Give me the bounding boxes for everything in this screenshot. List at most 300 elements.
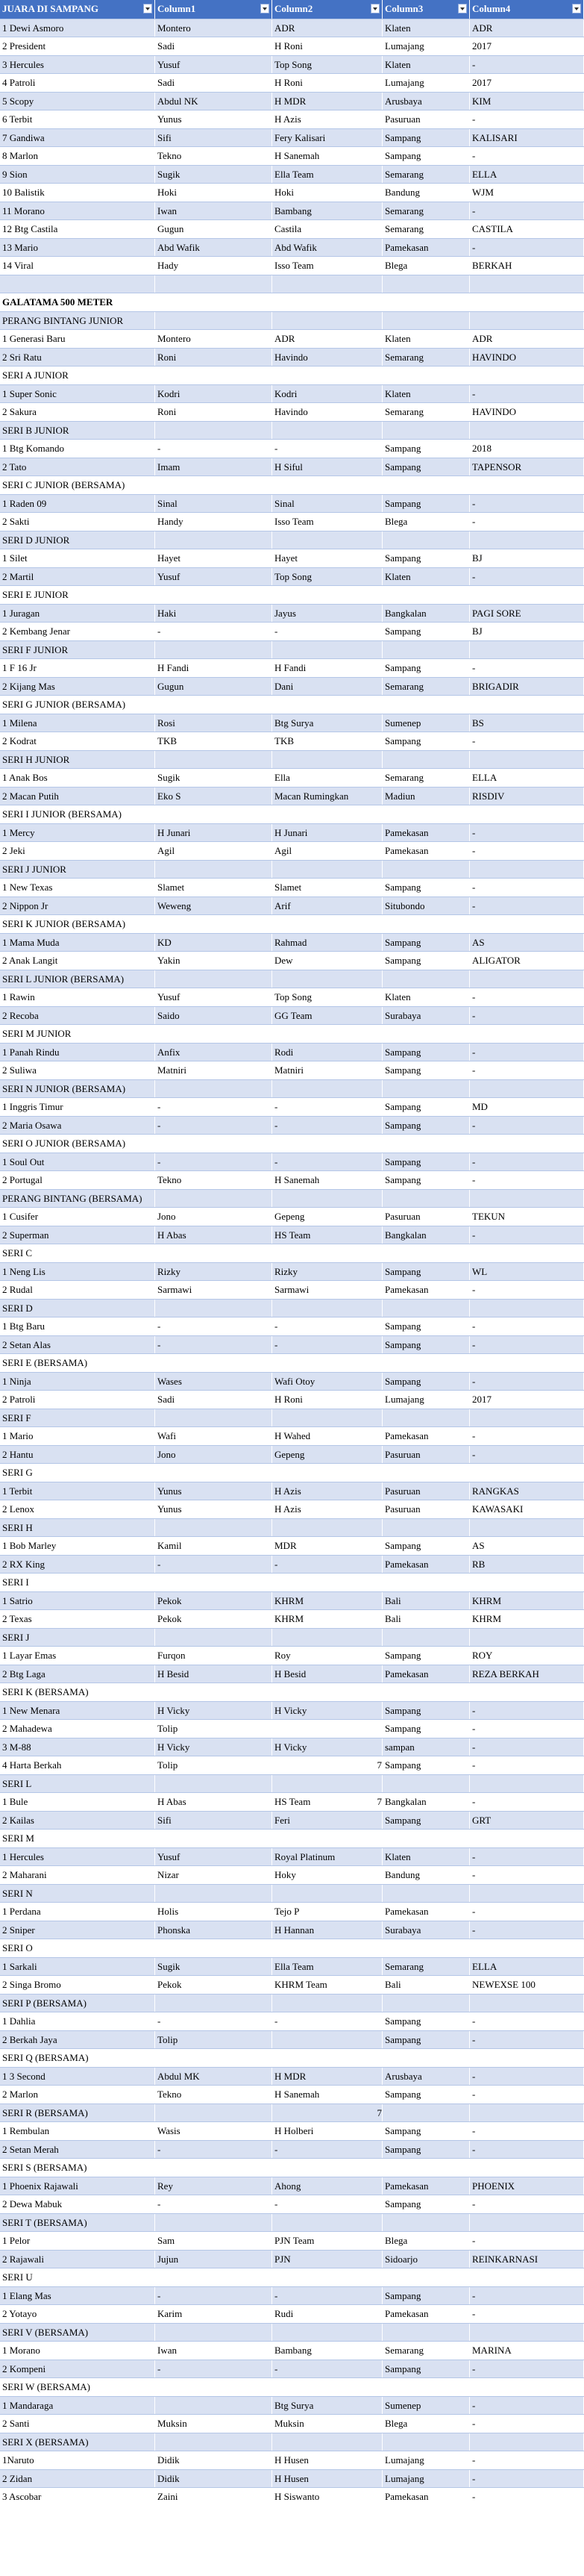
cell-pemilik[interactable] <box>272 970 383 988</box>
cell-asal[interactable] <box>383 696 470 714</box>
cell-ring[interactable]: - <box>470 732 584 750</box>
cell-joki[interactable] <box>155 1574 272 1591</box>
cell-joki[interactable]: Iwan <box>155 202 272 220</box>
cell-burung[interactable]: 1 Terbit <box>0 1482 155 1500</box>
cell-asal[interactable]: Sampang <box>383 147 470 165</box>
cell-asal[interactable] <box>383 1464 470 1482</box>
cell-ring[interactable]: - <box>470 2195 584 2213</box>
cell-asal[interactable]: Sampang <box>383 1171 470 1189</box>
cell-burung[interactable]: SERI F <box>0 1409 155 1427</box>
cell-ring[interactable] <box>470 531 584 549</box>
cell-pemilik[interactable]: H Azis <box>272 1500 383 1518</box>
cell-burung[interactable]: 1 Neng Lis <box>0 1263 155 1281</box>
cell-joki[interactable]: Tekno <box>155 2086 272 2103</box>
cell-joki[interactable]: Didik <box>155 2470 272 2488</box>
cell-ring[interactable]: - <box>470 385 584 403</box>
cell-joki[interactable]: Gugun <box>155 678 272 696</box>
cell-asal[interactable] <box>383 970 470 988</box>
cell-asal[interactable] <box>383 1519 470 1537</box>
cell-joki[interactable]: Abd Wafik <box>155 239 272 257</box>
cell-burung[interactable]: 2 Macan Putih <box>0 788 155 805</box>
cell-ring[interactable] <box>470 1830 584 1847</box>
cell-pemilik[interactable]: H Husen <box>272 2451 383 2469</box>
cell-ring[interactable]: KHRM <box>470 1610 584 1628</box>
cell-ring[interactable]: - <box>470 1226 584 1244</box>
cell-ring[interactable]: TAPENSOR <box>470 458 584 476</box>
cell-pemilik[interactable]: H Husen <box>272 2470 383 2488</box>
cell-burung[interactable]: 2 Texas <box>0 1610 155 1628</box>
cell-joki[interactable]: Wasis <box>155 2122 272 2140</box>
cell-asal[interactable] <box>383 2378 470 2396</box>
cell-burung[interactable]: 2 President <box>0 37 155 55</box>
cell-joki[interactable]: H Abas <box>155 1793 272 1811</box>
cell-asal[interactable]: Sampang <box>383 1373 470 1391</box>
cell-asal[interactable]: Semarang <box>383 349 470 367</box>
cell-joki[interactable] <box>155 1300 272 1317</box>
cell-pemilik[interactable] <box>272 2268 383 2286</box>
cell-pemilik[interactable]: H Fandi <box>272 659 383 677</box>
cell-burung[interactable]: SERI T (BERSAMA) <box>0 2214 155 2232</box>
cell-pemilik[interactable]: - <box>272 1556 383 1574</box>
cell-asal[interactable] <box>383 1775 470 1793</box>
cell-pemilik[interactable] <box>272 2104 383 2122</box>
cell-ring[interactable]: - <box>470 1756 584 1774</box>
cell-ring[interactable]: - <box>470 988 584 1006</box>
cell-ring[interactable]: HAVINDO <box>470 403 584 421</box>
cell-joki[interactable]: H Fandi <box>155 659 272 677</box>
cell-ring[interactable]: - <box>470 2397 584 2415</box>
cell-burung[interactable]: 1 Soul Out <box>0 1153 155 1171</box>
cell-ring[interactable]: MARINA <box>470 2342 584 2360</box>
cell-pemilik[interactable]: - <box>272 2360 383 2378</box>
cell-ring[interactable]: - <box>470 568 584 586</box>
cell-pemilik[interactable]: H Sanemah <box>272 1171 383 1189</box>
cell-pemilik[interactable]: H MDR <box>272 2068 383 2086</box>
cell-pemilik[interactable]: Sarmawi <box>272 1281 383 1299</box>
cell-ring[interactable]: - <box>470 1061 584 1079</box>
cell-ring[interactable] <box>470 970 584 988</box>
cell-asal[interactable]: Sumenep <box>383 2397 470 2415</box>
cell-ring[interactable]: ELLA <box>470 769 584 787</box>
cell-asal[interactable]: Blega <box>383 513 470 531</box>
cell-burung[interactable]: 1 Elang Mas <box>0 2287 155 2305</box>
cell-pemilik[interactable]: Btg Surya <box>272 2397 383 2415</box>
cell-ring[interactable]: - <box>470 2122 584 2140</box>
cell-asal[interactable]: Semarang <box>383 403 470 421</box>
cell-joki[interactable] <box>155 1683 272 1701</box>
cell-burung[interactable]: 2 Kijang Mas <box>0 678 155 696</box>
cell-asal[interactable] <box>383 2268 470 2286</box>
cell-ring[interactable]: - <box>470 2086 584 2103</box>
cell-burung[interactable]: SERI O JUNIOR (BERSAMA) <box>0 1135 155 1153</box>
cell-joki[interactable] <box>155 275 272 293</box>
cell-joki[interactable]: Iwan <box>155 2342 272 2360</box>
cell-asal[interactable] <box>383 1354 470 1372</box>
cell-burung[interactable]: 1 Hercules <box>0 1848 155 1866</box>
cell-joki[interactable]: Sugik <box>155 769 272 787</box>
cell-pemilik[interactable]: H Junari <box>272 824 383 842</box>
cell-joki[interactable] <box>155 1190 272 1208</box>
cell-pemilik[interactable]: H Roni <box>272 37 383 55</box>
cell-joki[interactable]: Yusuf <box>155 988 272 1006</box>
cell-pemilik[interactable]: - <box>272 1153 383 1171</box>
cell-burung[interactable]: 2 Setan Alas <box>0 1336 155 1354</box>
cell-ring[interactable]: PHOENIX <box>470 2177 584 2195</box>
cell-asal[interactable]: Sampang <box>383 659 470 677</box>
cell-ring[interactable]: KIM <box>470 93 584 110</box>
cell-ring[interactable]: - <box>470 495 584 513</box>
cell-burung[interactable]: 2 Jeki <box>0 842 155 860</box>
cell-asal[interactable] <box>383 1300 470 1317</box>
cell-joki[interactable] <box>155 2268 272 2286</box>
cell-pemilik[interactable]: Havindo <box>272 403 383 421</box>
cell-burung[interactable]: 1 Phoenix Rajawali <box>0 2177 155 2195</box>
cell-joki[interactable]: Weweng <box>155 897 272 915</box>
cell-pemilik[interactable]: KHRM <box>272 1592 383 1610</box>
cell-joki[interactable]: Agil <box>155 842 272 860</box>
cell-pemilik[interactable] <box>272 1775 383 1793</box>
cell-ring[interactable]: - <box>470 842 584 860</box>
cell-ring[interactable] <box>470 1574 584 1591</box>
cell-pemilik[interactable]: Hoki <box>272 184 383 202</box>
filter-dropdown-icon[interactable] <box>260 4 269 13</box>
cell-asal[interactable]: Bangkalan <box>383 605 470 623</box>
cell-ring[interactable]: - <box>470 897 584 915</box>
cell-burung[interactable]: SERI N JUNIOR (BERSAMA) <box>0 1080 155 1098</box>
cell-burung[interactable]: SERI R (BERSAMA) <box>0 2104 155 2122</box>
cell-joki[interactable] <box>155 1885 272 1903</box>
cell-joki[interactable]: Pekok <box>155 1610 272 1628</box>
cell-pemilik[interactable] <box>272 2378 383 2396</box>
cell-pemilik[interactable] <box>272 422 383 440</box>
cell-ring[interactable]: - <box>470 147 584 165</box>
cell-pemilik[interactable]: Ahong <box>272 2177 383 2195</box>
cell-pemilik[interactable]: Rodi <box>272 1044 383 1061</box>
cell-pemilik[interactable] <box>272 1720 383 1738</box>
cell-pemilik[interactable] <box>272 275 383 293</box>
cell-joki[interactable]: Pekok <box>155 1976 272 1994</box>
cell-ring[interactable]: - <box>470 2360 584 2378</box>
cell-joki[interactable]: Furqon <box>155 1647 272 1665</box>
cell-pemilik[interactable]: Muksin <box>272 2415 383 2433</box>
cell-joki[interactable]: Rey <box>155 2177 272 2195</box>
cell-ring[interactable]: - <box>470 1446 584 1464</box>
cell-joki[interactable] <box>155 1775 272 1793</box>
cell-joki[interactable] <box>155 1519 272 1537</box>
cell-joki[interactable] <box>155 970 272 988</box>
cell-burung[interactable]: SERI D JUNIOR <box>0 531 155 549</box>
cell-asal[interactable] <box>383 312 470 330</box>
cell-joki[interactable]: - <box>155 1317 272 1335</box>
cell-ring[interactable]: HAVINDO <box>470 349 584 367</box>
cell-burung[interactable]: 14 Viral <box>0 257 155 275</box>
cell-burung[interactable]: 2 Sakura <box>0 403 155 421</box>
cell-ring[interactable]: - <box>470 1336 584 1354</box>
cell-asal[interactable]: Surabaya <box>383 1921 470 1939</box>
cell-asal[interactable] <box>383 915 470 933</box>
cell-pemilik[interactable]: Slamet <box>272 879 383 896</box>
cell-joki[interactable] <box>155 861 272 879</box>
cell-joki[interactable] <box>155 1629 272 1647</box>
cell-burung[interactable]: 2 Dewa Mabuk <box>0 2195 155 2213</box>
cell-asal[interactable]: Situbondo <box>383 897 470 915</box>
cell-joki[interactable] <box>155 641 272 659</box>
cell-joki[interactable]: Yusuf <box>155 1848 272 1866</box>
cell-asal[interactable] <box>383 1830 470 1847</box>
cell-asal[interactable]: Madiun <box>383 788 470 805</box>
cell-burung[interactable]: 2 Anak Langit <box>0 952 155 970</box>
cell-joki[interactable]: Abdul NK <box>155 93 272 110</box>
cell-pemilik[interactable]: H Hannan <box>272 1921 383 1939</box>
cell-asal[interactable] <box>383 2159 470 2177</box>
cell-joki[interactable] <box>155 476 272 494</box>
cell-burung[interactable]: PERANG BINTANG JUNIOR <box>0 312 155 330</box>
cell-burung[interactable]: SERI O <box>0 1939 155 1957</box>
cell-joki[interactable]: Phonska <box>155 1921 272 1939</box>
cell-ring[interactable] <box>470 1995 584 2012</box>
cell-ring[interactable]: - <box>470 2305 584 2323</box>
cell-asal[interactable]: Bangkalan <box>383 1793 470 1811</box>
cell-pemilik[interactable]: Btg Surya <box>272 714 383 732</box>
cell-asal[interactable] <box>383 1995 470 2012</box>
cell-pemilik[interactable]: Rahmad <box>272 934 383 952</box>
cell-burung[interactable]: 2 Recoba <box>0 1007 155 1025</box>
cell-ring[interactable] <box>470 312 584 330</box>
cell-burung[interactable]: 1 Generasi Baru <box>0 330 155 348</box>
cell-burung[interactable]: SERI S (BERSAMA) <box>0 2159 155 2177</box>
cell-ring[interactable]: WJM <box>470 184 584 202</box>
cell-asal[interactable]: Sampang <box>383 1263 470 1281</box>
cell-asal[interactable]: Sampang <box>383 549 470 567</box>
cell-joki[interactable]: Sugik <box>155 166 272 184</box>
cell-ring[interactable] <box>470 476 584 494</box>
cell-ring[interactable]: - <box>470 2232 584 2250</box>
cell-pemilik[interactable] <box>272 1629 383 1647</box>
cell-joki[interactable] <box>155 1464 272 1482</box>
cell-pemilik[interactable] <box>272 1080 383 1098</box>
cell-ring[interactable]: - <box>470 824 584 842</box>
cell-burung[interactable]: SERI G JUNIOR (BERSAMA) <box>0 696 155 714</box>
cell-burung[interactable]: 1 Juragan <box>0 605 155 623</box>
cell-burung[interactable]: SERI Q (BERSAMA) <box>0 2049 155 2067</box>
cell-pemilik[interactable]: Royal Platinum <box>272 1848 383 1866</box>
cell-joki[interactable]: - <box>155 2195 272 2213</box>
cell-pemilik[interactable] <box>272 367 383 384</box>
cell-pemilik[interactable]: Castila <box>272 220 383 238</box>
cell-asal[interactable]: Bangkalan <box>383 1226 470 1244</box>
cell-burung[interactable]: 12 Btg Castila <box>0 220 155 238</box>
cell-number[interactable]: 7 <box>369 1793 383 1811</box>
cell-asal[interactable]: Sampang <box>383 1812 470 1830</box>
cell-pemilik[interactable]: H Siful <box>272 458 383 476</box>
cell-burung[interactable]: SERI H JUNIOR <box>0 751 155 769</box>
cell-burung[interactable]: 1 Super Sonic <box>0 385 155 403</box>
cell-asal[interactable]: Sampang <box>383 1098 470 1116</box>
cell-burung[interactable]: 1 Cusifer <box>0 1208 155 1226</box>
cell-asal[interactable]: Sampang <box>383 129 470 147</box>
cell-ring[interactable] <box>470 2159 584 2177</box>
cell-ring[interactable]: - <box>470 2141 584 2159</box>
cell-asal[interactable] <box>383 2433 470 2451</box>
cell-asal[interactable]: Semarang <box>383 2342 470 2360</box>
cell-burung[interactable]: SERI I <box>0 1574 155 1591</box>
cell-joki[interactable]: Sadi <box>155 1391 272 1409</box>
cell-burung[interactable]: 2 Berkah Jaya <box>0 2031 155 2049</box>
cell-pemilik[interactable]: H Roni <box>272 1391 383 1409</box>
cell-burung[interactable]: 2 RX King <box>0 1556 155 1574</box>
cell-pemilik[interactable] <box>272 861 383 879</box>
cell-pemilik[interactable] <box>272 2159 383 2177</box>
cell-joki[interactable]: Tekno <box>155 1171 272 1189</box>
cell-ring[interactable]: - <box>470 1866 584 1884</box>
cell-burung[interactable]: 9 Sion <box>0 166 155 184</box>
cell-ring[interactable]: - <box>470 1738 584 1756</box>
cell-asal[interactable] <box>383 641 470 659</box>
cell-ring[interactable] <box>470 915 584 933</box>
cell-burung[interactable]: 2 Setan Merah <box>0 2141 155 2159</box>
cell-joki[interactable]: - <box>155 1336 272 1354</box>
cell-burung[interactable]: 1 Anak Bos <box>0 769 155 787</box>
cell-asal[interactable]: Sampang <box>383 2031 470 2049</box>
cell-burung[interactable]: SERI V (BERSAMA) <box>0 2324 155 2342</box>
cell-asal[interactable] <box>383 2104 470 2122</box>
cell-asal[interactable] <box>383 2214 470 2232</box>
cell-joki[interactable] <box>155 2159 272 2177</box>
cell-joki[interactable]: Slamet <box>155 879 272 896</box>
cell-burung[interactable]: 1 Bule <box>0 1793 155 1811</box>
cell-pemilik[interactable]: Gepeng <box>272 1208 383 1226</box>
cell-burung[interactable]: SERI D <box>0 1300 155 1317</box>
cell-burung[interactable]: 1Naruto <box>0 2451 155 2469</box>
cell-joki[interactable]: TKB <box>155 732 272 750</box>
cell-pemilik[interactable] <box>272 1409 383 1427</box>
cell-burung[interactable]: 2 Santi <box>0 2415 155 2433</box>
cell-ring[interactable]: - <box>470 2451 584 2469</box>
cell-pemilik[interactable] <box>272 293 383 311</box>
cell-pemilik[interactable] <box>272 1574 383 1591</box>
cell-ring[interactable] <box>470 641 584 659</box>
cell-ring[interactable]: ADR <box>470 330 584 348</box>
cell-asal[interactable]: Sampang <box>383 1647 470 1665</box>
filter-dropdown-icon[interactable] <box>143 4 152 13</box>
cell-joki[interactable]: Yunus <box>155 1500 272 1518</box>
cell-joki[interactable]: - <box>155 2360 272 2378</box>
cell-ring[interactable]: RANGKAS <box>470 1482 584 1500</box>
cell-asal[interactable]: Lumajang <box>383 74 470 92</box>
cell-asal[interactable]: Sampang <box>383 1720 470 1738</box>
cell-burung[interactable]: 5 Scopy <box>0 93 155 110</box>
cell-burung[interactable]: 1 Rembulan <box>0 2122 155 2140</box>
cell-asal[interactable]: sampan <box>383 1738 470 1756</box>
cell-pemilik[interactable]: - <box>272 1117 383 1135</box>
cell-joki[interactable]: Gugun <box>155 220 272 238</box>
cell-pemilik[interactable]: HS Team <box>272 1793 383 1811</box>
cell-asal[interactable]: Sampang <box>383 1117 470 1135</box>
cell-ring[interactable]: MD <box>470 1098 584 1116</box>
cell-pemilik[interactable] <box>272 1464 383 1482</box>
cell-pemilik[interactable]: H Wahed <box>272 1427 383 1445</box>
cell-pemilik[interactable]: ADR <box>272 330 383 348</box>
cell-burung[interactable]: 1 Sarkali <box>0 1958 155 1976</box>
cell-pemilik[interactable] <box>272 2049 383 2067</box>
cell-asal[interactable] <box>383 1244 470 1262</box>
cell-pemilik[interactable]: - <box>272 1098 383 1116</box>
cell-ring[interactable]: WL <box>470 1263 584 1281</box>
cell-asal[interactable]: Arusbaya <box>383 2068 470 2086</box>
cell-pemilik[interactable]: H Vicky <box>272 1702 383 1720</box>
cell-ring[interactable]: - <box>470 2488 584 2506</box>
cell-burung[interactable]: 2 Hantu <box>0 1446 155 1464</box>
cell-number[interactable]: 7 <box>369 2104 383 2122</box>
cell-pemilik[interactable]: Ella Team <box>272 1958 383 1976</box>
cell-pemilik[interactable]: TKB <box>272 732 383 750</box>
cell-pemilik[interactable] <box>272 2031 383 2049</box>
cell-pemilik[interactable]: H Holberi <box>272 2122 383 2140</box>
cell-ring[interactable]: - <box>470 1921 584 1939</box>
cell-ring[interactable]: BS <box>470 714 584 732</box>
cell-joki[interactable]: Sam <box>155 2232 272 2250</box>
cell-joki[interactable]: Anfix <box>155 1044 272 1061</box>
cell-pemilik[interactable]: Feri <box>272 1812 383 1830</box>
cell-joki[interactable]: Sugik <box>155 1958 272 1976</box>
cell-ring[interactable] <box>470 1080 584 1098</box>
cell-joki[interactable]: Yusuf <box>155 568 272 586</box>
cell-joki[interactable] <box>155 1244 272 1262</box>
cell-joki[interactable]: - <box>155 623 272 640</box>
cell-burung[interactable]: SERI J <box>0 1629 155 1647</box>
cell-asal[interactable]: Semarang <box>383 1958 470 1976</box>
cell-joki[interactable] <box>155 1135 272 1153</box>
cell-asal[interactable] <box>383 2324 470 2342</box>
cell-joki[interactable]: Tolip <box>155 1720 272 1738</box>
cell-asal[interactable]: Sampang <box>383 952 470 970</box>
cell-ring[interactable] <box>470 367 584 384</box>
cell-ring[interactable] <box>470 1629 584 1647</box>
cell-pemilik[interactable]: Fery Kalisari <box>272 129 383 147</box>
cell-pemilik[interactable]: GG Team <box>272 1007 383 1025</box>
cell-pemilik[interactable]: Top Song <box>272 568 383 586</box>
cell-burung[interactable]: 1 Btg Komando <box>0 440 155 458</box>
cell-asal[interactable]: Klaten <box>383 385 470 403</box>
cell-ring[interactable]: ALIGATOR <box>470 952 584 970</box>
cell-asal[interactable] <box>383 751 470 769</box>
cell-joki[interactable]: KD <box>155 934 272 952</box>
cell-burung[interactable]: 1 Panah Rindu <box>0 1044 155 1061</box>
cell-joki[interactable]: Haki <box>155 605 272 623</box>
cell-joki[interactable] <box>155 1995 272 2012</box>
cell-joki[interactable] <box>155 1025 272 1043</box>
cell-joki[interactable] <box>155 2104 272 2122</box>
cell-burung[interactable]: 2 Rajawali <box>0 2251 155 2268</box>
cell-burung[interactable]: 2 Zidan <box>0 2470 155 2488</box>
cell-joki[interactable]: - <box>155 2141 272 2159</box>
cell-asal[interactable]: Blega <box>383 2415 470 2433</box>
cell-asal[interactable]: Sampang <box>383 1317 470 1335</box>
cell-asal[interactable]: Semarang <box>383 678 470 696</box>
cell-asal[interactable] <box>383 422 470 440</box>
cell-asal[interactable]: Bandung <box>383 184 470 202</box>
filter-dropdown-icon[interactable] <box>458 4 467 13</box>
cell-burung[interactable]: 1 Inggris Timur <box>0 1098 155 1116</box>
cell-burung[interactable]: 10 Balistik <box>0 184 155 202</box>
cell-pemilik[interactable]: Ella Team <box>272 166 383 184</box>
cell-asal[interactable]: Sampang <box>383 1336 470 1354</box>
cell-burung[interactable]: 1 Perdana <box>0 1903 155 1921</box>
cell-joki[interactable] <box>155 1409 272 1427</box>
cell-joki[interactable] <box>155 312 272 330</box>
cell-ring[interactable]: GRT <box>470 1812 584 1830</box>
cell-pemilik[interactable]: Jayus <box>272 605 383 623</box>
